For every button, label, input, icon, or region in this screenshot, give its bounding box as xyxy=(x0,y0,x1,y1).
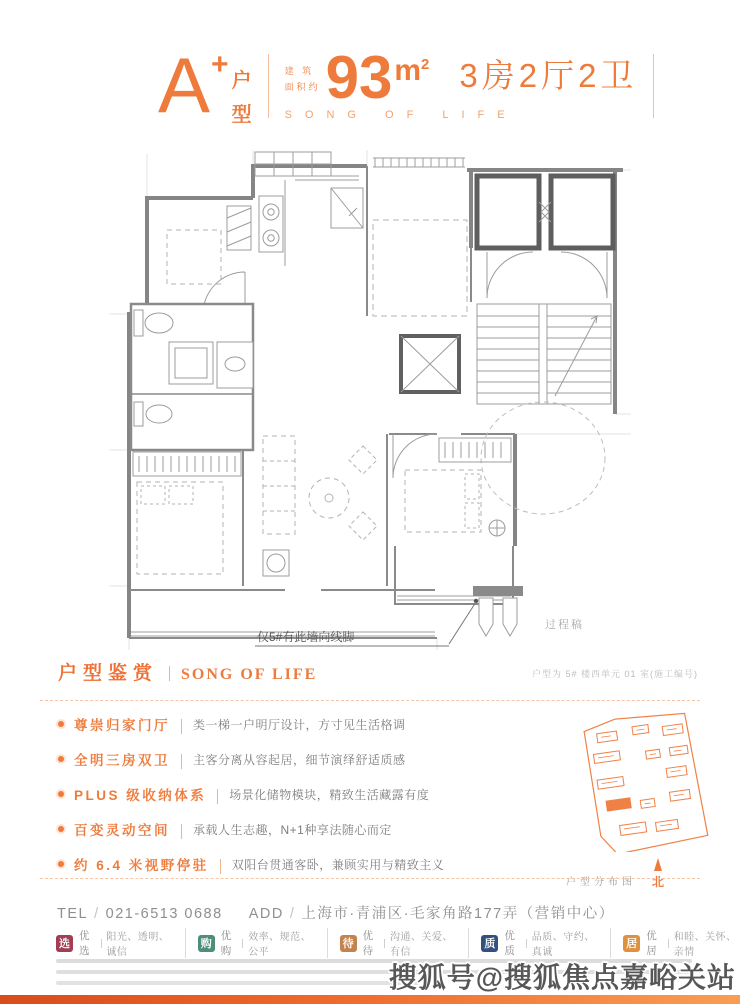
badge-item: 质 优质 品质、守约、真诚 xyxy=(468,928,598,958)
badge-seal-icon: 选 xyxy=(56,935,73,952)
feature-list xyxy=(58,713,538,888)
bottom-accent-bar xyxy=(0,995,740,1004)
badge-seal-icon: 待 xyxy=(340,935,357,952)
bullet-dot-icon xyxy=(58,756,64,762)
header-divider-right xyxy=(653,54,654,118)
draft-note-label: 过程稿 xyxy=(545,619,584,631)
site-map xyxy=(566,710,722,888)
site-map-drawing xyxy=(572,710,712,852)
grade-plus: + xyxy=(211,48,229,81)
dashed-separator-bottom xyxy=(40,878,700,879)
foyer-room xyxy=(167,206,251,314)
header-divider-left xyxy=(268,54,269,118)
flex-room xyxy=(373,220,467,316)
add-label: ADD xyxy=(248,906,284,922)
add-slash: / xyxy=(289,906,296,922)
bullet-dot-icon xyxy=(58,791,64,797)
section-subtitle: SONG OF LIFE xyxy=(181,666,318,683)
plan-grade xyxy=(158,41,252,129)
kitchen xyxy=(255,152,363,266)
value-badges xyxy=(56,928,740,958)
feature-item: 约 6.4 米视野停驻 双阳台贯通客卧，兼顾实用与精致主义 xyxy=(58,853,538,875)
badge-seal-icon: 居 xyxy=(623,935,640,952)
sitemap-caption: 户型分布图 xyxy=(566,877,636,888)
elevator-shafts xyxy=(477,176,613,248)
badge-seal-icon: 购 xyxy=(198,935,215,952)
feature-item: 百变灵动空间 承载人生志趣，N+1种享法随心而定 xyxy=(58,818,538,840)
bedroom-left xyxy=(133,452,241,574)
feature-item: 全明三房双卫 主客分离从容起居，细节演绎舒适质感 xyxy=(58,748,538,770)
badge-item: 选 优选 阳光、透明、诚信 xyxy=(56,928,173,958)
type-char-2: 型 xyxy=(231,104,252,126)
bullet-divider xyxy=(220,859,221,874)
bathrooms xyxy=(131,304,253,450)
staircase xyxy=(477,304,611,404)
heading-divider xyxy=(169,666,170,681)
section-heading xyxy=(58,658,317,685)
courtyard-ellipse xyxy=(481,402,605,514)
living-room xyxy=(263,436,377,576)
sohu-watermark: 搜狐号@搜狐焦点嘉峪关站 xyxy=(388,962,736,993)
plan-type-label xyxy=(232,64,252,127)
unit-note: 户型为 5# 楼西单元 01 室(施工编号) xyxy=(531,669,698,679)
bullet-divider xyxy=(181,824,182,839)
grille-strip xyxy=(373,158,465,167)
header-tagline: SONG OF LIFE xyxy=(284,109,518,121)
tel-slash: / xyxy=(94,906,100,922)
wall-note-label: 仅5#有此墙向线脚 xyxy=(257,630,355,644)
type-char-1: 户 xyxy=(231,70,252,92)
header-main xyxy=(284,43,638,121)
bullet-divider xyxy=(181,754,182,769)
bullet-divider xyxy=(217,789,218,804)
bullet-divider xyxy=(181,719,182,734)
room-count: 3房2厅2卫 xyxy=(459,57,638,94)
area-prefix: 建 筑 面积约 xyxy=(284,66,321,92)
entry-door-arcs xyxy=(487,252,607,298)
badge-item: 待 优待 沟通、关爱、有信 xyxy=(327,928,457,958)
north-label: 北 xyxy=(652,875,665,889)
badge-seal-icon: 质 xyxy=(481,935,498,952)
contact-line xyxy=(57,902,615,923)
area-value: 93 xyxy=(325,43,393,111)
bullet-dot-icon xyxy=(58,721,64,727)
feature-item: PLUS 级收纳体系 场景化储物模块，精致生活藏露有度 xyxy=(58,783,538,805)
elevator-box xyxy=(401,336,459,392)
badge-item: 购 优购 效率、规范、公平 xyxy=(185,928,315,958)
add-value: 上海市·青浦区·毛家角路177弄（营销中心） xyxy=(301,906,615,922)
legal-text-line xyxy=(56,981,419,985)
floor-plan xyxy=(105,146,635,658)
north-arrow-icon xyxy=(654,858,662,871)
tel-label: TEL xyxy=(57,906,89,922)
bullet-dot-icon xyxy=(58,826,64,832)
floor-plan-drawing xyxy=(105,146,635,658)
dashed-separator-top xyxy=(40,700,700,701)
section-title: 户型鉴赏 xyxy=(58,663,159,684)
header xyxy=(158,41,670,129)
bullet-dot-icon xyxy=(58,861,64,867)
tel-value: 021-6513 0688 xyxy=(105,906,223,922)
grade-letter: A xyxy=(158,41,211,129)
feature-item: 尊崇归家门厅 类一梯一户明厅设计，方寸见生活格调 xyxy=(58,713,538,735)
north-indicator xyxy=(652,858,664,890)
master-bedroom xyxy=(393,434,511,536)
badge-item: 居 优居 和睦、关怀、亲情 xyxy=(610,928,740,958)
area-unit: $m^2$ xyxy=(394,54,430,87)
